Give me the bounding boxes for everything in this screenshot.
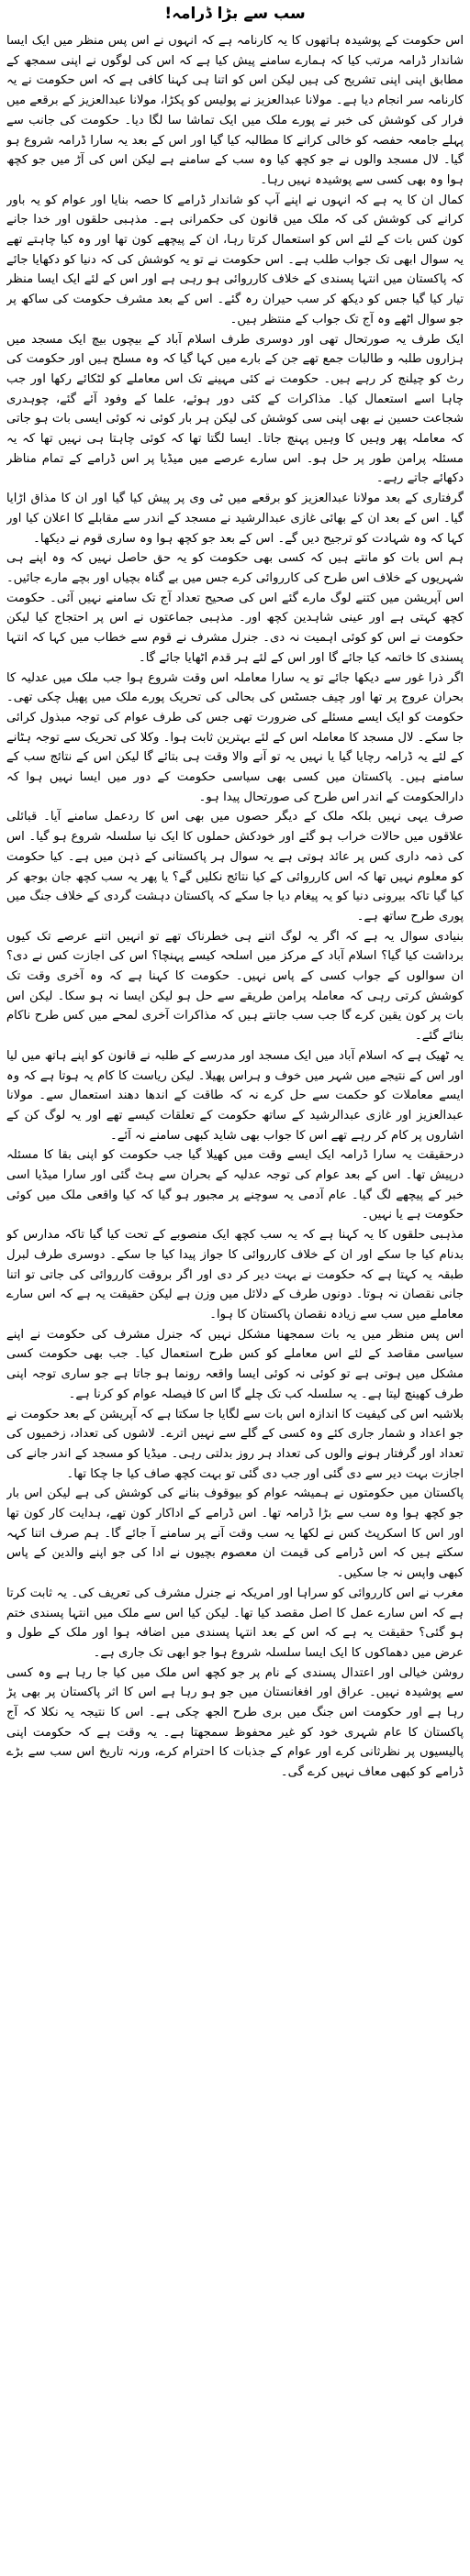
article-paragraph: مغرب نے اس کارروائی کو سراہا اور امریکہ نے جنرل مشرف کی تعریف کی۔ یہ ثابت کرتا ہے کہ اس سارے عمل کا اصل مقصد کیا تھا۔ لیکن کیا اس سے ملک میں انتہا پسندی ختم ہو گئی؟ حقیقت یہ ہے کہ اس کے بعد انتہا پسندی میں اضافہ ہوا اور ملک کے طول و عرض میں دھماکوں کا ایک ایسا سلسلہ شروع ہوا جو ابھی تک جاری ہے۔ (6, 1586, 464, 1660)
article-paragraph: اس حکومت کے پوشیدہ ہاتھوں کا یہ کارنامہ ہے کہ انہوں نے اس پس منظر میں ایک ایسا شاندار ڈرامہ مرتب کیا کہ ہمارے سامنے پیش کیا ہے کہ اس کی لوگوں نے اپنی سمجھ کے مطابق اپنی اپنی تشریح کی ہیں لیکن اس کو اتنا ہی کہنا کافی ہے کہ اس حکومت نے یہ کارنامہ سر انجام دیا ہے۔ مولانا عبدالعزیز نے پولیس کو پکڑا، مولانا عبدالعزیز کے برقعے میں فرار کی کوشش کی خبر نے پورے ملک میں ایک تماشا سا لگا دیا۔ حکومت کی جانب سے پہلے جامعہ حفصہ کو خالی کرانے کا مطالبہ کیا گیا اور اس کے بعد یہ سارا ڈرامہ شروع ہو گیا۔ لال مسجد والوں نے جو کچھ کیا وہ سب کے سامنے ہے لیکن اس کی آڑ میں جو کچھ ہوا وہ بھی کسی سے پوشیدہ نہیں رہا۔ (6, 34, 464, 187)
article-paragraph: ہم اس بات کو مانتے ہیں کہ کسی بھی حکومت کو یہ حق حاصل نہیں کہ وہ اپنے ہی شہریوں کے خلاف اس طرح کی کارروائی کرے جس میں بے گناہ بچیاں اور بچے مارے جائیں۔ اس آپریشن میں کتنے لوگ مارے گئے اس کی صحیح تعداد آج تک سامنے نہیں آئی۔ حکومت کچھ کہتی ہے اور عینی شاہدین کچھ اور۔ مذہبی جماعتوں نے اس پر احتجاج کیا لیکن حکومت نے اس کو کوئی اہمیت نہ دی۔ جنرل مشرف نے قوم سے خطاب میں کہا کہ انتہا پسندی کا خاتمہ کیا جائے گا اور اس کے لئے ہر قدم اٹھایا جائے گا۔ (6, 551, 464, 665)
article-paragraph: صرف یہی نہیں بلکہ ملک کے دیگر حصوں میں بھی اس کا ردعمل سامنے آیا۔ قبائلی علاقوں میں حالات خراب ہو گئے اور خودکش حملوں کا ایک نیا سلسلہ شروع ہو گیا۔ اس کی ذمہ داری کس پر عائد ہوتی ہے یہ سوال ہر پاکستانی کے ذہن میں ہے۔ کیا حکومت کو معلوم نہیں تھا کہ اس کارروائی کے کیا نتائج نکلیں گے؟ یا پھر یہ سب کچھ جان بوجھ کر کیا گیا تاکہ بیرونی دنیا کو یہ پیغام دیا جا سکے کہ پاکستان دہشت گردی کے خلاف جنگ میں پوری طرح ساتھ ہے۔ (6, 810, 464, 923)
article-paragraph: روشن خیالی اور اعتدال پسندی کے نام پر جو کچھ اس ملک میں کیا جا رہا ہے وہ کسی سے پوشیدہ نہیں۔ عراق اور افغانستان میں جو ہو رہا ہے اس کا اثر پاکستان پر بھی پڑ رہا ہے اور حکومت اس جنگ میں بری طرح الجھ چکی ہے۔ اس کا نتیجہ یہ نکلا کہ آج پاکستان کا عام شہری خود کو غیر محفوظ سمجھتا ہے۔ یہ وقت ہے کہ حکومت اپنی پالیسیوں پر نظرثانی کرے اور عوام کے جذبات کا احترام کرے، ورنہ تاریخ اس سب سے بڑے ڈرامے کو کبھی معاف نہیں کرے گی۔ (6, 1665, 464, 1780)
article-paragraph: بنیادی سوال یہ ہے کہ اگر یہ لوگ اتنے ہی خطرناک تھے تو انہیں اتنے عرصے تک کیوں برداشت کیا گیا؟ اسلام آباد کے مرکز میں اسلحہ کیسے پہنچا؟ اس کی اجازت کس نے دی؟ ان سوالوں کے جواب کسی کے پاس نہیں۔ حکومت کا کہنا ہے کہ وہ آخری وقت تک کوشش کرتی رہی کہ معاملہ پرامن طریقے سے حل ہو لیکن ایسا نہ ہو سکا۔ لیکن اس بات پر کون یقین کرے گا جب سب جانتے ہیں کہ مذاکرات آخری لمحے میں کس طرح ناکام بنائے گئے۔ (6, 929, 464, 1044)
article-paragraph: اس پس منظر میں یہ بات سمجھنا مشکل نہیں کہ جنرل مشرف کی حکومت نے اپنے سیاسی مقاصد کے لئے اس معاملے کو کس طرح استعمال کیا۔ جب بھی حکومت کسی مشکل میں ہوتی ہے تو کوئی نہ کوئی ایسا واقعہ رونما ہو جاتا ہے جو ساری توجہ اپنی طرف کھینچ لیتا ہے۔ یہ سلسلہ کب تک چلے گا اس کا فیصلہ عوام کو کرنا ہے۔ (6, 1327, 464, 1401)
article-paragraph: کمال ان کا یہ ہے کہ انہوں نے اپنے آپ کو شاندار ڈرامے کا حصہ بنایا اور عوام کو یہ باور کرانے کی کوشش کی کہ ملک میں قانون کی حکمرانی ہے۔ مذہبی حلقوں اور خدا جانے کون کس بات کے لئے اس کو استعمال کرتا رہا، ان کے پیچھے کون تھا اور وہ کیا چاہتے تھے یہ سوال ابھی تک جواب طلب ہے۔ اس حکومت نے تو یہ کوشش کی کہ دنیا کو دکھایا جائے کہ پاکستان میں انتہا پسندی کے خلاف کارروائی ہو رہی ہے اور اس کے لئے ایک ایسا منظر تیار کیا گیا جس کو دیکھ کر سب حیران رہ گئے۔ اس کے بعد مشرف حکومت کی ساکھ پر جو سوال اٹھے وہ آج تک جواب کے منتظر ہیں۔ (6, 193, 464, 326)
article-paragraph: گرفتاری کے بعد مولانا عبدالعزیز کو برقعے میں ٹی وی پر پیش کیا گیا اور ان کا مذاق اڑایا گیا۔ اس کے بعد ان کے بھائی غازی عبدالرشید نے مسجد کے اندر سے مقابلے کا اعلان کیا اور کہا کہ وہ شہادت کو ترجیح دیں گے۔ اس کے بعد جو کچھ ہوا وہ ساری قوم نے دیکھا۔ (6, 492, 464, 546)
article-paragraph: مذہبی حلقوں کا یہ کہنا ہے کہ یہ سب کچھ ایک منصوبے کے تحت کیا گیا تاکہ مدارس کو بدنام کیا جا سکے اور ان کے خلاف کارروائی کا جواز پیدا کیا جا سکے۔ دوسری طرف لبرل طبقہ یہ کہتا ہے کہ حکومت نے بہت دیر کر دی اور اگر بروقت کارروائی کی جاتی تو اتنا جانی نقصان نہ ہوتا۔ دونوں طرف کے دلائل میں وزن ہے لیکن حقیقت یہ ہے کہ اس سارے معاملے میں سب سے زیادہ نقصان پاکستان کا ہوا۔ (6, 1228, 464, 1321)
article-paragraph: درحقیقت یہ سارا ڈرامہ ایک ایسے وقت میں کھیلا گیا جب حکومت کو اپنی بقا کا مسئلہ درپیش تھا۔ اس کے بعد عوام کی توجہ عدلیہ کے بحران سے ہٹ گئی اور سارا میڈیا اسی خبر کے پیچھے لگ گیا۔ عام آدمی یہ سوچنے پر مجبور ہو گیا کہ کیا واقعی ملک میں کوئی حکومت ہے یا نہیں۔ (6, 1148, 464, 1222)
article-title: سب سے بڑا ڈرامہ! (164, 5, 306, 23)
article-paragraph: بلاشبہ اس کی کیفیت کا اندازہ اس بات سے لگایا جا سکتا ہے کہ آپریشن کے بعد حکومت نے جو اعداد و شمار جاری کئے وہ کسی کے گلے سے نہیں اترے۔ لاشوں کی تعداد، زخمیوں کی تعداد اور گرفتار ہونے والوں کی تعداد ہر روز بدلتی رہی۔ میڈیا کو مسجد کے اندر جانے کی اجازت بہت دیر سے دی گئی اور جب دی گئی تو بہت کچھ صاف کیا جا چکا تھا۔ (6, 1407, 464, 1481)
article-paragraph: یہ ٹھیک ہے کہ اسلام آباد میں ایک مسجد اور مدرسے کے طلبہ نے قانون کو اپنے ہاتھ میں لیا اور اس کے نتیجے میں شہر میں خوف و ہراس پھیلا۔ لیکن ریاست کا کام یہ ہوتا ہے کہ وہ ایسے معاملات کو حکمت سے حل کرے نہ کہ طاقت کے اندھا دھند استعمال سے۔ مولانا عبدالعزیز اور غازی عبدالرشید کے ساتھ حکومت کے تعلقات کیسے تھے اور یہ لوگ کن کے اشاروں پر کام کر رہے تھے اس کا جواب بھی شاید کبھی سامنے نہ آئے۔ (6, 1048, 464, 1143)
article-paragraph: اگر ذرا غور سے دیکھا جائے تو یہ سارا معاملہ اس وقت شروع ہوا جب ملک میں عدلیہ کا بحران عروج پر تھا اور چیف جسٹس کی بحالی کی تحریک پورے ملک میں پھیل چکی تھی۔ حکومت کو ایک ایسے مسئلے کی ضرورت تھی جس کی طرف عوام کی توجہ مبذول کرائی جا سکے۔ لال مسجد کا معاملہ اس کے لئے بہترین ثابت ہوا۔ وکلا کی تحریک سے توجہ ہٹانے کے لئے یہ ڈرامہ رچایا گیا یا نہیں یہ تو آنے والا وقت ہی بتائے گا لیکن اس کے نتائج سب کے سامنے ہیں۔ پاکستان میں کسی بھی سیاسی حکومت کے دور میں ایسا نہیں ہوا کہ دارالحکومت کے اندر اس طرح کی صورتحال پیدا ہو۔ (6, 670, 464, 804)
article-paragraph: ایک طرف یہ صورتحال تھی اور دوسری طرف اسلام آباد کے بیچوں بیچ ایک مسجد میں ہزاروں طلبہ و طالبات جمع تھے جن کے بارے میں کہا گیا کہ وہ مسلح ہیں اور حکومت کی رٹ کو چیلنج کر رہے ہیں۔ حکومت نے کئی مہینے تک اس معاملے کو لٹکائے رکھا اور جب چاہا اسے استعمال کیا۔ مذاکرات کے کئی دور ہوئے، علما کے وفود آئے گئے، چوہدری شجاعت حسین نے بھی اپنی سی کوشش کی لیکن ہر بار کوئی نہ کوئی ایسی بات ہو جاتی کہ معاملہ پھر وہیں کا وہیں پہنچ جاتا۔ ایسا لگتا تھا کہ کوئی چاہتا ہی نہیں تھا کہ یہ مسئلہ پرامن طور پر حل ہو۔ اس سارے عرصے میں میڈیا پر اس ڈرامے کے تمام مناظر دکھائے جاتے رہے۔ (6, 332, 464, 486)
article-paragraph: پاکستان میں حکومتوں نے ہمیشہ عوام کو بیوقوف بنانے کی کوشش کی ہے لیکن اس بار جو کچھ ہوا وہ سب سے بڑا ڈرامہ تھا۔ اس ڈرامے کے اداکار کون تھے، ہدایت کار کون تھا اور اس کا اسکرپٹ کس نے لکھا یہ سب وقت آنے پر سامنے آ جائے گا۔ ہم صرف اتنا کہہ سکتے ہیں کہ اس ڈرامے کی قیمت ان معصوم بچیوں نے ادا کی جو اپنے والدین کے پاس کبھی واپس نہ جا سکیں۔ (6, 1487, 464, 1581)
article-body (6, 31, 464, 2571)
